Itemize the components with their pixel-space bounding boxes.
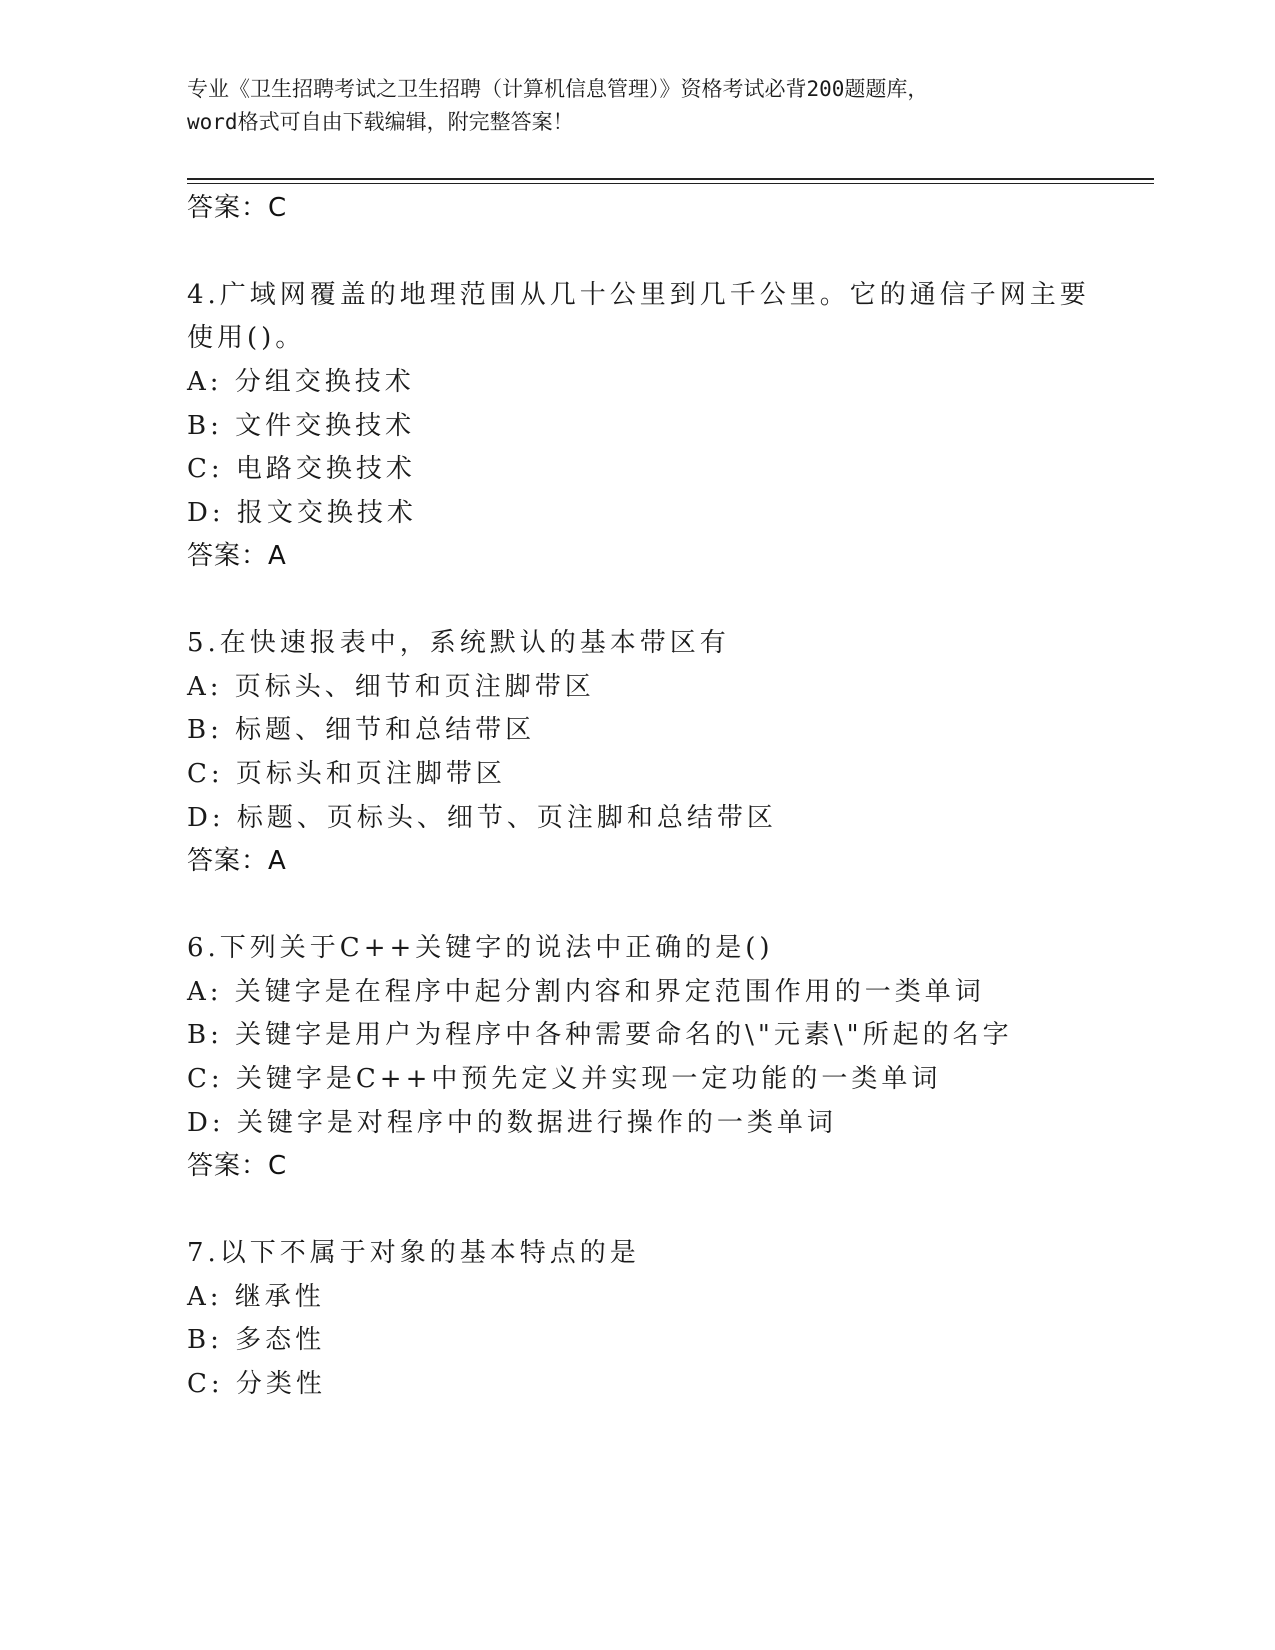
question-4-answer: 答案：A bbox=[187, 541, 287, 571]
question-5-option-d: D: 标题、页标头、细节、页注脚和总结带区 bbox=[187, 803, 777, 833]
question-5-stem: 5.在快速报表中，系统默认的基本带区有 bbox=[187, 628, 730, 658]
question-6-option-b: B: 关键字是用户为程序中各种需要命名的\"元素\"所起的名字 bbox=[187, 1020, 1013, 1050]
question-4-stem-1: 4.广域网覆盖的地理范围从几十公里到几千公里。它的通信子网主要 bbox=[187, 280, 1090, 310]
header-line-1: 专业《卫生招聘考试之卫生招聘（计算机信息管理）》资格考试必背200题题库， bbox=[187, 77, 929, 101]
question-6-option-d: D: 关键字是对程序中的数据进行操作的一类单词 bbox=[187, 1108, 837, 1138]
question-6-answer: 答案：C bbox=[187, 1151, 288, 1181]
question-5-option-b: B: 标题、细节和总结带区 bbox=[187, 715, 536, 745]
question-4-option-c: C: 电路交换技术 bbox=[187, 454, 416, 484]
question-7-option-a: A: 继承性 bbox=[187, 1282, 325, 1312]
question-5-option-a: A: 页标头、细节和页注脚带区 bbox=[187, 672, 595, 702]
question-7-option-b: B: 多态性 bbox=[187, 1325, 326, 1355]
question-5-option-c: C: 页标头和页注脚带区 bbox=[187, 759, 506, 789]
answer-previous: 答案：C bbox=[187, 193, 288, 223]
question-6-option-a: A: 关键字是在程序中起分割内容和界定范围作用的一类单词 bbox=[187, 977, 985, 1007]
question-5-answer: 答案：A bbox=[187, 846, 287, 876]
header-rule-thick bbox=[187, 178, 1154, 180]
question-4-option-b: B: 文件交换技术 bbox=[187, 411, 416, 441]
header-rule-thin bbox=[187, 183, 1154, 184]
question-4-option-d: D: 报文交换技术 bbox=[187, 498, 417, 528]
question-7-option-c: C: 分类性 bbox=[187, 1369, 326, 1399]
question-7-stem: 7.以下不属于对象的基本特点的是 bbox=[187, 1238, 640, 1268]
document-header bbox=[187, 73, 1087, 139]
header-line-2: word格式可自由下载编辑，附完整答案！ bbox=[187, 110, 574, 134]
question-4-option-a: A: 分组交换技术 bbox=[187, 367, 415, 397]
question-6-stem: 6.下列关于C++关键字的说法中正确的是() bbox=[187, 933, 774, 963]
question-4-stem-2: 使用()。 bbox=[187, 323, 306, 353]
question-6-option-c: C: 关键字是C++中预先定义并实现一定功能的一类单词 bbox=[187, 1064, 942, 1094]
